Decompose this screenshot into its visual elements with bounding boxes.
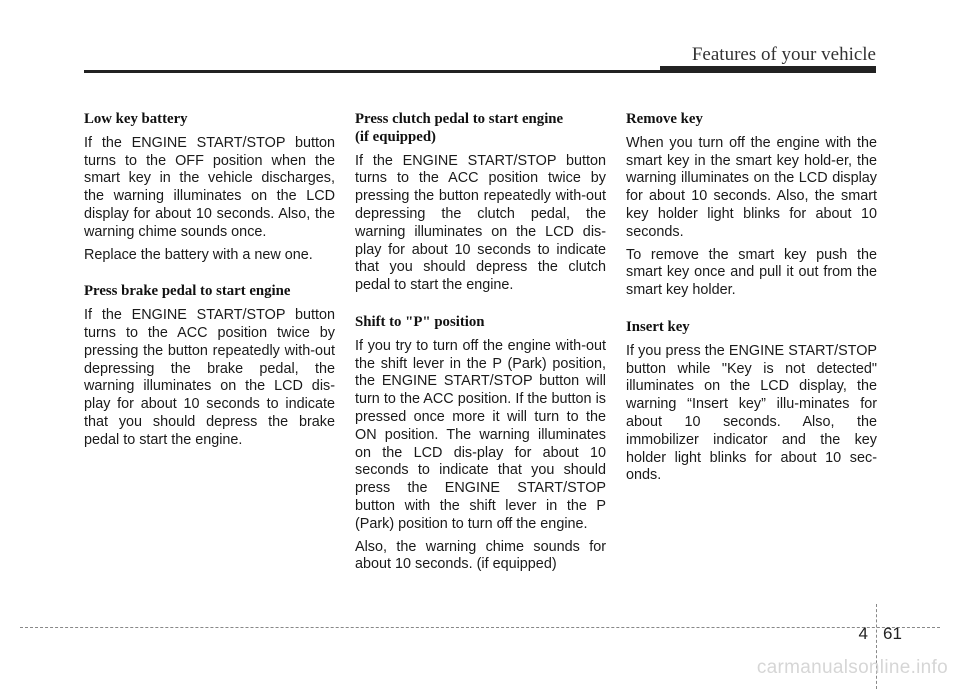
section-remove-key: [626, 111, 877, 300]
page-number: 61: [883, 624, 902, 643]
chapter-number: 4: [858, 624, 868, 643]
section-heading: Press brake pedal to start engine: [84, 283, 291, 300]
paragraph: If the ENGINE START/STOP button turns to the ACC position twice by pressing the button repeatedly with-out depressing the clutch pedal, the warning illuminates on the LCD dis-play for about 10 seconds to indicate that you should depress the clutch pedal to start the engine.: [355, 152, 606, 294]
section-press-brake-pedal: [84, 283, 335, 449]
header-rule-tab: [660, 66, 876, 73]
column-1: [84, 111, 335, 469]
paragraph: If the ENGINE START/STOP button turns to the ACC position twice by pressing the button repeatedly with-out depressing the brake pedal, the warning illuminates on the LCD dis-play for about 10 seconds to indicate that you should depress the brake pedal to start the engine.: [84, 307, 335, 448]
paragraph: If you press the ENGINE START/STOP button while "Key is not detected" illuminates on the LCD display, the warning “Insert key” illu-minates for about 10 seconds. Also, the immobilizer indicator and the key holder light blinks for about 10 sec-onds.: [626, 342, 877, 484]
section-heading: [355, 111, 606, 147]
section-heading: Insert key: [626, 318, 690, 335]
paragraph: If the ENGINE START/STOP button turns to the OFF position when the smart key in the vehicle discharges, the warning illuminates on the LCD display for about 10 seconds. Also, the warning chime sounds once.: [84, 134, 335, 240]
section-heading: Low key battery: [84, 111, 188, 127]
section-title: Features of your vehicle: [691, 44, 876, 65]
paragraph: Replace the battery with a new one.: [84, 246, 313, 263]
section-heading: Shift to "P" position: [355, 313, 485, 330]
section-heading-line-2: (if equipped): [355, 128, 436, 145]
watermark-text: carmanualsonline.info: [756, 657, 948, 678]
section-low-key-battery: [84, 111, 335, 264]
paragraph: Also, the warning chime sounds for about 10 seconds. (if equipped): [355, 538, 606, 573]
section-press-clutch-pedal: [355, 111, 606, 295]
paragraph: To remove the smart key push the smart key once and pull it out from the smart key holder.: [626, 246, 877, 299]
paragraph: If you try to turn off the engine with-out the shift lever in the P (Park) position, the ENGINE START/STOP button will turn to the ACC position. If the button is pressed once more it will turn to the ON position. The warning illuminates on the LCD dis-play for about 10 seconds to indicate that you should press the ENGINE START/STOP button with the shift lever in the P (Park) position to turn off the engine.: [355, 337, 606, 532]
section-insert-key: [626, 319, 877, 485]
column-3: [626, 111, 877, 504]
section-heading: Remove key: [626, 111, 703, 127]
footer-rule: [20, 627, 940, 628]
section-heading-line-1: Press clutch pedal to start engine: [355, 111, 564, 127]
column-2: [355, 111, 606, 593]
section-shift-to-p: [355, 314, 606, 574]
paragraph: When you turn off the engine with the smart key in the smart key hold-er, the warning illuminates on the LCD display for about 10 seconds. Also, the smart key holder light blinks for about 10 seconds.: [626, 134, 877, 240]
